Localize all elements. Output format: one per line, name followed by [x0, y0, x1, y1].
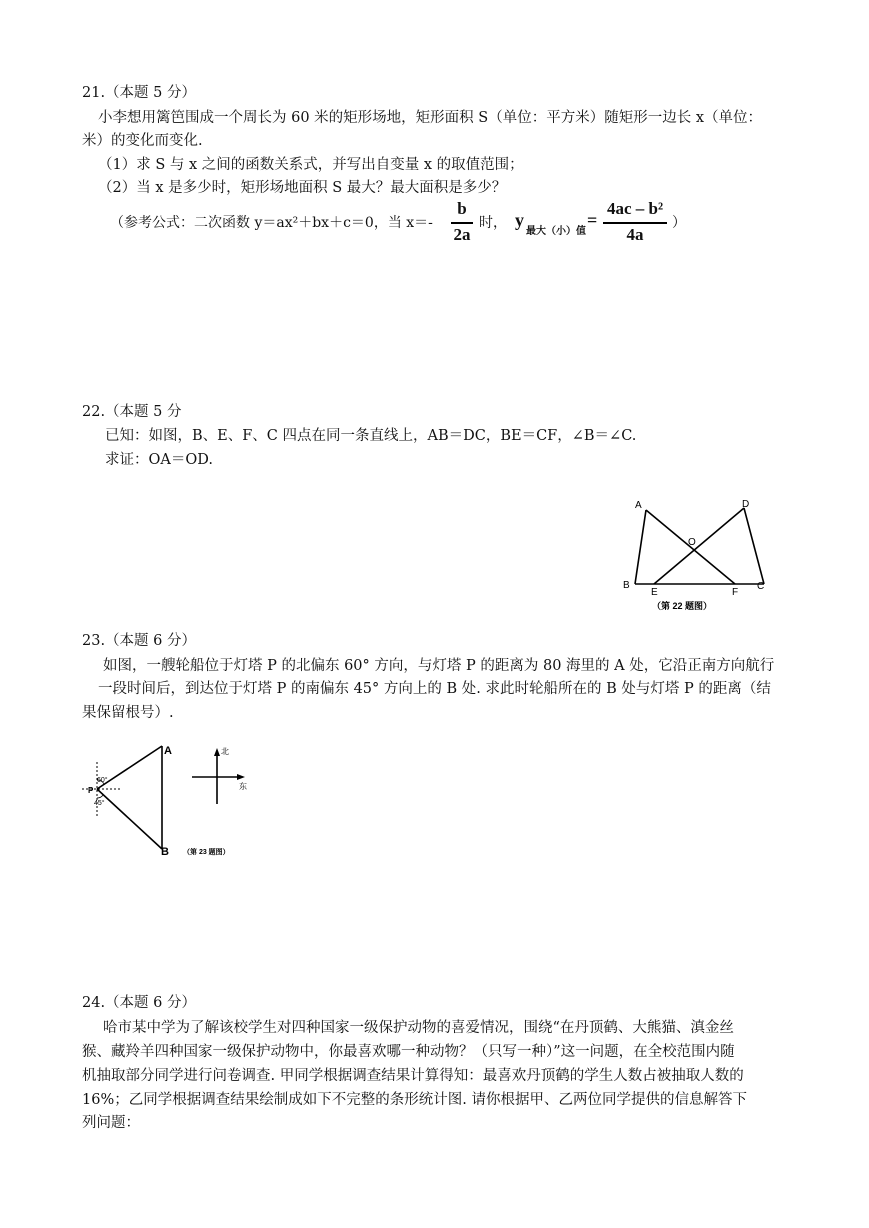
angle45-arc: [97, 795, 103, 798]
y-subscript: 最大（小）值: [526, 226, 586, 237]
label-b: B: [623, 580, 630, 591]
label-angle60: 60°: [97, 777, 108, 784]
segment-de: [654, 508, 744, 584]
segment-ab: [635, 510, 646, 584]
frac2-bar: [603, 222, 667, 224]
q22-figure: [618, 492, 770, 616]
q22-header: 22.（本题 5 分: [82, 404, 182, 420]
q24-line3: 机抽取部分同学进行问卷调查. 甲同学根据调查结果计算得知：最喜欢丹顶鹤的学生人数占被抽取人数的: [82, 1068, 744, 1084]
q21-stem-line2: 米）的变化而变化.: [82, 133, 203, 149]
label-o: O: [688, 537, 696, 548]
q24-header: 24.（本题 6 分）: [82, 995, 197, 1011]
q21-part1: （1）求 S 与 x 之间的函数关系式，并写出自变量 x 的取值范围；: [98, 157, 524, 173]
label-e: E: [651, 587, 658, 598]
q24-line5: 列问题：: [82, 1115, 140, 1131]
label-north: 北: [221, 747, 229, 756]
q24-line4: 16%；乙同学根据调查结果绘制成如下不完整的条形统计图. 请你根据甲、乙两位同学提供的信息解答下: [82, 1092, 747, 1108]
label-d: D: [742, 499, 750, 510]
q23-line1: 如图，一艘轮船位于灯塔 P 的北偏东 60° 方向，与灯塔 P 的距离为 80 海里的 A 处，它沿正南方向航行: [103, 658, 775, 674]
frac1-bar: [451, 222, 473, 224]
q23-figure: [80, 742, 260, 860]
label-angle45: 45°: [94, 800, 105, 807]
segment-dc: [744, 508, 764, 584]
frac1-numerator: b: [457, 199, 467, 218]
label-a: A: [164, 745, 172, 757]
frac2-denominator: 4a: [626, 225, 644, 244]
label-c: C: [757, 581, 765, 592]
compass-icon: [192, 746, 247, 804]
q21-stem-line1: 小李想用篱笆围成一个周长为 60 米的矩形场地，矩形面积 S（单位：平方米）随矩形一边长 x（单位：: [98, 110, 762, 126]
y-symbol: y: [515, 210, 524, 230]
q22-prove: 求证：OA＝OD.: [105, 452, 213, 468]
segment-pb: [97, 789, 162, 849]
q24-line1: 哈市某中学为了解该校学生对四种国家一级保护动物的喜爱情况，围绕“在丹顶鹤、大熊猫、滇金丝: [103, 1020, 734, 1036]
label-b: B: [161, 846, 169, 858]
label-f: F: [732, 587, 739, 598]
q24-line2: 猴、藏羚羊四种国家一级保护动物中，你最喜欢哪一种动物？（只写一种）”这一问题，在全校范围内随: [82, 1044, 735, 1060]
q22-caption: （第 22 题图）: [652, 601, 713, 611]
q23-line3: 果保留根号）.: [82, 705, 174, 721]
q22-given: 已知：如图，B、E、F、C 四点在同一条直线上，AB＝DC，BE＝CF，∠B＝∠C.: [105, 428, 637, 444]
frac2-numerator: 4ac – b²: [606, 199, 664, 218]
equals-sign: =: [587, 210, 598, 230]
q21-part2: （2）当 x 是多少时，矩形场地面积 S 最大？最大面积是多少？: [98, 180, 507, 196]
formula-mid: 时，: [479, 215, 507, 231]
label-east: 东: [239, 782, 247, 791]
q23-header: 23.（本题 6 分）: [82, 633, 197, 649]
formula-prefix: （参考公式：二次函数 y＝ax²＋bx＋c＝0，当 x＝-: [110, 215, 433, 231]
q23-caption: （第 23 题图）: [183, 849, 230, 856]
formula-end: ）: [672, 215, 686, 231]
label-a: A: [635, 500, 642, 511]
q23-line2: 一段时间后，到达位于灯塔 P 的南偏东 45° 方向上的 B 处. 求此时轮船所在的 B 处与灯塔 P 的距离（结: [98, 681, 771, 697]
frac1-denominator: 2a: [453, 225, 471, 244]
label-p: P: [88, 786, 94, 795]
q21-header: 21.（本题 5 分）: [82, 85, 197, 101]
